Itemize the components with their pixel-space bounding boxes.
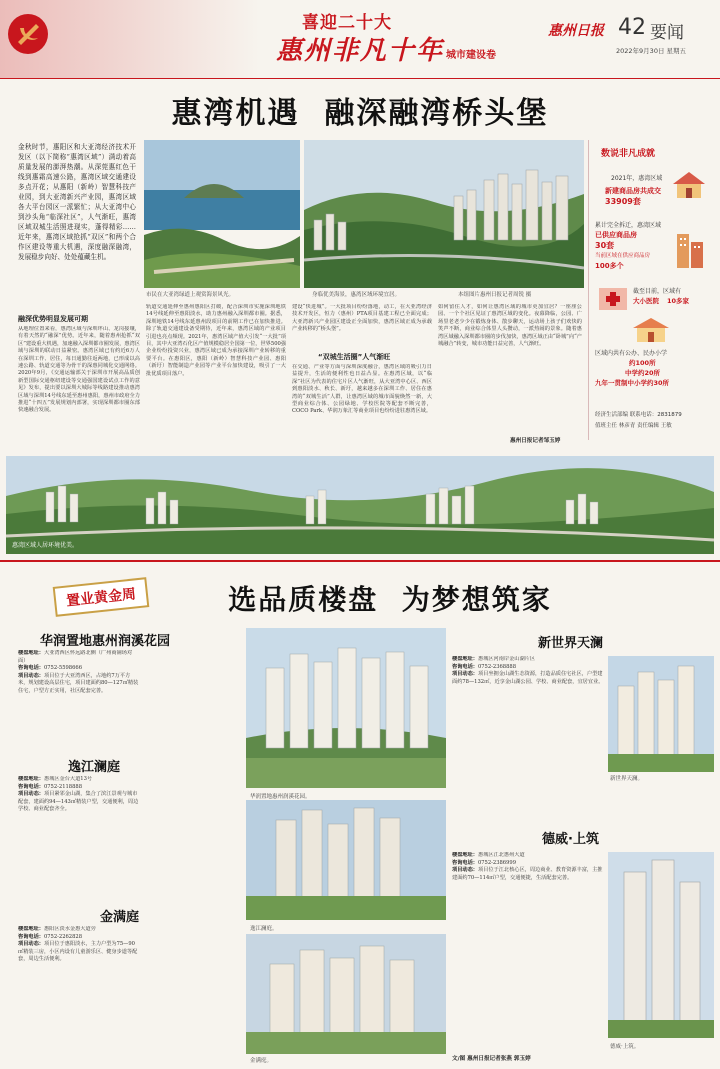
project2-photo-caption: 逸江澜庭。 (250, 926, 278, 932)
panorama-caption: 惠湾区域人居环境优美。 (12, 542, 79, 549)
page-header (0, 0, 720, 78)
col4-credit: 惠州日报记者邹玉婷 (510, 438, 561, 444)
stat4-head: 区域内共有公办、民办小学 (595, 350, 668, 357)
stat4-middle: 中学约20所 (625, 369, 661, 377)
banner-line2: 惠州非凡十年 (276, 36, 445, 66)
stat4-combined: 九年一贯制中小学约30所 (595, 379, 670, 387)
project4-highlight-label: 项目动态： (452, 671, 478, 678)
house-icon (671, 170, 707, 200)
stats-title: 数说非凡成就 (601, 149, 656, 159)
project3-phone: 0752-2262828 (43, 933, 83, 940)
project2-title: 逸江澜庭 (68, 760, 121, 775)
project5-highlight: 项目位于江北核心区，周边商业、教育资源丰富，主推建面约70—114㎡户型，交通便捷，生活配套完善。 (452, 867, 603, 881)
project5-address: 惠城区江北惠州大道 (477, 852, 525, 858)
photo-city-caption: 身临优美海景，惠湾区域环境宜居。 (312, 292, 401, 298)
project4-photo-caption: 新世界天澜。 (610, 776, 644, 782)
photo-seaside (144, 140, 300, 288)
project1-address-label: 楼盘地址： (18, 650, 44, 656)
top-headline: 惠湾机遇 融深融湾桥头堡 (171, 96, 549, 131)
editor-line2: 值班主任 林彦青 责任编辑 王敏 (595, 423, 672, 429)
project1-address: 大亚湾西区怀远路北侧（广州商铺场对面） (18, 650, 133, 664)
header-rule (0, 78, 720, 79)
banner-line1: 喜迎二十大 (302, 13, 392, 33)
project4-address: 惠城区河南岸金山湖片区 (477, 656, 536, 662)
banner-tag: 城市建设卷 (446, 50, 496, 61)
project5-photo-caption: 德威·上筑。 (610, 1044, 640, 1050)
project1-photo-caption: 华润置地惠州润溪花园。 (250, 794, 311, 800)
stats-sidebar (588, 140, 715, 440)
project1-phone: 0752-5598666 (43, 665, 83, 672)
project3-info (18, 926, 140, 1046)
school-icon (631, 316, 671, 344)
stat1-label: 新建商品房共成交 (605, 187, 661, 195)
stat2-sub: 当前区域在供应商品房 (595, 253, 651, 259)
photo-seaside-caption: 市民在大亚湾绿道上观赏海景风光。 (146, 292, 235, 298)
project3-phone-label: 咨询电话： (18, 933, 44, 940)
stat3-head: 截至目前，区域有 (633, 288, 682, 295)
stat3-label: 大小医院 (633, 297, 659, 305)
editor-line: 经济生活部编 联系电话：2831879 (595, 412, 682, 418)
hospital-icon (597, 282, 629, 312)
property-week-badge: 置业黄金周 (53, 577, 150, 617)
project1-info (18, 650, 140, 746)
project2-info (18, 776, 140, 872)
col3-text2: 在交通、产业等方面与深圳深度融合，惠湾区域的吸引力日益提升，生活的便利性也日益凸显。在惠湾区域，以“临深”社区为代表的住宅片区人气渐旺，从大亚湾中心区、西区到惠阳淡水、秋长、新圩，越来越多在深圳工作、居住在惠湾的“双城生活”人群，让惠湾区域的城市面貌焕然一新，大型商业综合体、公园绿地、学校医院等配套不断完善，COCO Park、华润万象汇等商业项目也纷纷进驻惠湾区域。 (292, 364, 432, 415)
page-number: 42 (618, 15, 646, 40)
section-divider (0, 560, 720, 562)
project5-title: 德威·上筑 (542, 832, 599, 847)
project2-phone: 0752-2118888 (43, 783, 83, 790)
bottom-footer-credit: 文/图 惠州日报记者张燕 郭玉婷 (452, 1056, 531, 1062)
stat2-head: 累计完全拆迁，惠湾区域 (595, 222, 662, 229)
project5-phone-label: 咨询电话： (452, 859, 478, 866)
project2-photo (246, 800, 446, 920)
stat1-value: 33909套 (605, 197, 641, 206)
project1-highlight: 项目位于大亚湾西区，占地约7万平方米，规划建设高层住宅，项目建面约80—127㎡精装住宅，户型方正实用，社区配套完善。 (18, 672, 139, 694)
stat1-year: 2021年，惠湾区域 (611, 175, 663, 182)
project2-phone-label: 咨询电话： (18, 783, 44, 790)
stat2-sub-value: 100多个 (595, 262, 624, 270)
project4-title: 新世界天澜 (538, 636, 604, 651)
project4-highlight: 项目坐拥金山湖生态资源，打造品质住宅社区，户型建面约78—132㎡，近享金山湖公园、学校、商业配套，宜居宜业。 (452, 671, 604, 685)
project4-phone: 0752-2368888 (477, 663, 517, 670)
photo-city (304, 140, 584, 288)
project3-address: 惠阳区淡水金惠大道旁 (43, 926, 96, 932)
project3-address-label: 楼盘地址： (18, 926, 44, 932)
col4-text: 如何留住人才，如何让惠湾区域的城市更加宜居？一座座公园、一个个社区见证了惠湾区域的变化。夜幕降临，公园、广场里老老少少在锻炼身体、散步聊天，运动场上孩子们欢快的笑声不断，商业综合体里人头攒动，一派热闹的景象。随着惠湾区域融入深圳都市圈的步伐加快，惠湾区域正由“卧城”向“产城融合”转变，城市功能日益完善，人气渐旺。 (438, 304, 582, 348)
project2-highlight-label: 项目动态： (18, 791, 44, 798)
photo-credit: 本组图片惠州日报记者周锐 摄 (458, 292, 532, 298)
project3-title: 金满庭 (100, 910, 140, 925)
project1-title: 华润置地惠州润溪花园 (40, 634, 171, 649)
project5-info (452, 852, 604, 1022)
project5-phone: 0752-2386999 (477, 859, 517, 866)
project1-photo (246, 628, 446, 788)
project5-highlight-label: 项目动态： (452, 867, 478, 874)
project4-phone-label: 咨询电话： (452, 663, 478, 670)
paper-name: 惠州日报 (548, 23, 604, 39)
building-icon (673, 228, 707, 268)
stat2-label: 已供应商品房 (595, 231, 637, 239)
project4-info (452, 656, 604, 776)
project3-highlight: 项目位于惠阳淡水，主力户型为75—90㎡精装三房，小区内设有儿童游乐区、健身步道等配套，周边生活便利。 (18, 941, 138, 963)
project4-photo (608, 656, 714, 772)
issue-date: 2022年9月30日 星期五 (616, 47, 687, 55)
header-ribbon (0, 0, 260, 78)
stat3-value: 10多家 (667, 297, 690, 305)
bottom-headline: 选品质楼盘 为梦想筑家 (228, 583, 552, 616)
col2-text: 轨道交通延伸至惠州惠阳区打破，配合深圳市实施深圳地铁14号线延伸至惠阳淡水，助力惠州融入深圳都市圈。据悉，深圳地铁14号线东延惠州段项目的前期工作已在加快推进。除了轨道交通建设备受期待，近年来，惠湾区域的产业项目引进也亮点频现。2021年，惠湾区域产值大引发“一大批”项目，其中大亚湾石化区产值规模稳居全国第一位，世界500强企业纷纷投资兴业，惠湾区域已成为承接深圳产业转移的重要平台。在惠阳区，惠阳（新岭）智慧科技产业园、惠阳（新圩）智能制造产业园等产业平台加快建设，吸引了一大批优质项目落户。 (146, 304, 286, 377)
photo-panorama (6, 456, 714, 554)
col3-text: 建设“快进城”。一大批项目纷纷落地，动工，在大亚湾经济技术开发区，恒力（惠州）PTA项目基建工程已全面完成；大亚湾新兴产业园区建设正全面加快，惠湾区域正成为承载产业转移的“桥头堡”。 (292, 304, 432, 333)
project5-photo (608, 852, 714, 1038)
project3-photo-caption: 金满庭。 (250, 1058, 273, 1064)
col3-heading: “双城生活圈”人气渐旺 (318, 353, 391, 361)
project2-address-label: 楼盘地址： (18, 776, 44, 782)
col1-heading: 融深优势明显发展可期 (18, 315, 88, 323)
project3-highlight-label: 项目动态： (18, 941, 44, 948)
project1-highlight-label: 项目动态： (18, 672, 44, 679)
stat2-value: 30套 (595, 241, 615, 250)
project2-address: 惠城区金台大道13号 (43, 776, 93, 782)
project5-address-label: 楼盘地址： (452, 852, 478, 858)
project3-photo (246, 934, 446, 1054)
stat4-primary: 约100所 (629, 359, 656, 367)
top-intro: 金秋时节，惠阳区和大亚湾经济技术开发区（以下简称“惠湾区域”）满动着高质量发展的澎湃热潮。从深莞惠红色干线到惠霜高速公路，惠湾区域交通建设多点开花；从惠阳（新岭）智慧科技产业园，到大亚湾新兴产业园，惠湾区域各大平台园区一派繁忙；从大亚湾中心到沙头角“临深社区”，人气渐旺，惠湾区域双城生活照进现实，蓬得精彩……近年来，惠湾区域抢抓“双区”和两个合作区建设等重大机遇，深度融深融湾，发展稳步向好、处处蕴藏生机。 (18, 143, 136, 261)
col1-text: 从地理位置来看，惠湾区域与深圳坪山、龙岗接壤，有着天然的“融深”优势。近年来，随着惠州抢抓“双区”建设重大机遇，加速融入深圳都市圈发展，惠湾区域与深圳的联动日益紧密。惠湾区域已有约近6万人在深圳工作、居住，每日通勤往返两地，已形成以高速公路、轨道交通等为骨干的深惠同城化交通网络。2020年9月，《交通运输部关于深圳市开展高品质创新型国际交通枢纽建设等交通强国建设试点工作的意见》发布，提出要以深圳大城际等线路建设推动惠湾区域与深圳14号线东延至惠州惠阳，惠州市政府全力推进“十四五”发展规划内部署，实现深圳都市圈东部快速融合发展。 (18, 326, 140, 414)
project4-address-label: 楼盘地址： (452, 656, 478, 662)
section-name: 要闻 (650, 23, 684, 43)
project2-highlight: 项目紧邻金山湖，集合了滨江景观与城市配套，建面约94—143㎡精装户型，交通便利，周边学校、商业配套齐全。 (18, 791, 139, 813)
project1-phone-label: 咨询电话： (18, 665, 44, 672)
